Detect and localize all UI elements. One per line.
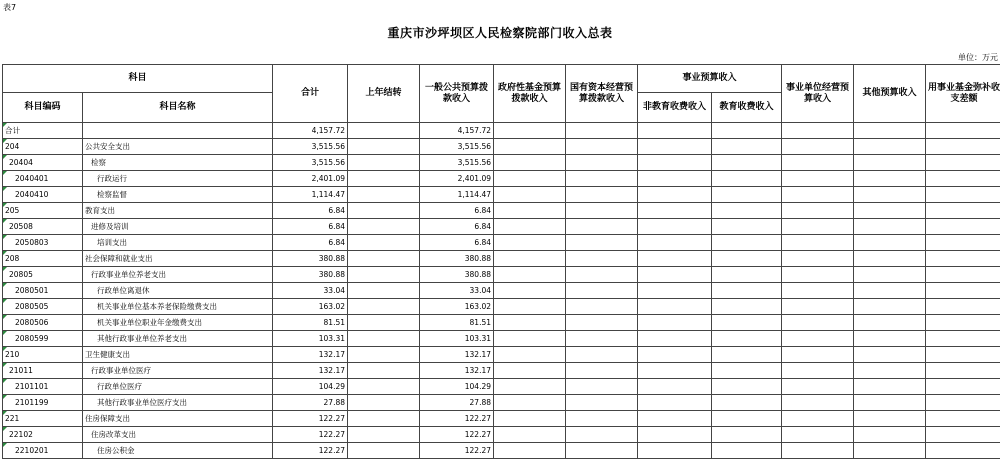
cell-general-budget: 1,114.47 bbox=[420, 187, 494, 203]
cell-other-budget bbox=[854, 171, 926, 187]
cell-non-edu-fee bbox=[638, 347, 712, 363]
cell-gov-fund bbox=[494, 427, 566, 443]
cell-name: 社会保障和就业支出 bbox=[83, 251, 273, 267]
cell-state-capital bbox=[566, 171, 638, 187]
cell-fund-offset bbox=[926, 235, 1000, 251]
cell-state-capital bbox=[566, 315, 638, 331]
cell-edu-fee bbox=[712, 395, 782, 411]
cell-business-unit bbox=[782, 411, 854, 427]
cell-edu-fee bbox=[712, 235, 782, 251]
cell-name bbox=[83, 123, 273, 139]
cell-edu-fee bbox=[712, 411, 782, 427]
header-business-budget: 事业预算收入 bbox=[638, 65, 782, 93]
cell-edu-fee bbox=[712, 299, 782, 315]
cell-edu-fee bbox=[712, 155, 782, 171]
cell-total: 81.51 bbox=[273, 315, 348, 331]
cell-business-unit bbox=[782, 315, 854, 331]
cell-code: 20805 bbox=[3, 267, 83, 283]
header-edu-fee: 教育收费收入 bbox=[712, 93, 782, 123]
cell-other-budget bbox=[854, 379, 926, 395]
cell-total: 6.84 bbox=[273, 219, 348, 235]
cell-non-edu-fee bbox=[638, 379, 712, 395]
cell-edu-fee bbox=[712, 443, 782, 459]
cell-non-edu-fee bbox=[638, 443, 712, 459]
cell-total: 122.27 bbox=[273, 427, 348, 443]
cell-non-edu-fee bbox=[638, 283, 712, 299]
cell-other-budget bbox=[854, 427, 926, 443]
cell-other-budget bbox=[854, 267, 926, 283]
cell-name: 培训支出 bbox=[83, 235, 273, 251]
cell-fund-offset bbox=[926, 363, 1000, 379]
cell-business-unit bbox=[782, 139, 854, 155]
cell-other-budget bbox=[854, 139, 926, 155]
cell-code: 204 bbox=[3, 139, 83, 155]
cell-name: 行政单位医疗 bbox=[83, 379, 273, 395]
cell-general-budget: 132.17 bbox=[420, 363, 494, 379]
table-row bbox=[3, 267, 1000, 283]
cell-business-unit bbox=[782, 331, 854, 347]
table-row bbox=[3, 427, 1000, 443]
cell-name: 其他行政事业单位医疗支出 bbox=[83, 395, 273, 411]
cell-code: 2101101 bbox=[3, 379, 83, 395]
cell-fund-offset bbox=[926, 347, 1000, 363]
cell-non-edu-fee bbox=[638, 395, 712, 411]
cell-carryover bbox=[348, 267, 420, 283]
table-row bbox=[3, 155, 1000, 171]
cell-total: 2,401.09 bbox=[273, 171, 348, 187]
cell-carryover bbox=[348, 203, 420, 219]
cell-total: 6.84 bbox=[273, 203, 348, 219]
cell-other-budget bbox=[854, 299, 926, 315]
cell-state-capital bbox=[566, 411, 638, 427]
cell-general-budget: 3,515.56 bbox=[420, 155, 494, 171]
cell-carryover bbox=[348, 299, 420, 315]
cell-total: 380.88 bbox=[273, 251, 348, 267]
cell-gov-fund bbox=[494, 171, 566, 187]
cell-fund-offset bbox=[926, 299, 1000, 315]
cell-general-budget: 6.84 bbox=[420, 203, 494, 219]
cell-name: 卫生健康支出 bbox=[83, 347, 273, 363]
cell-fund-offset bbox=[926, 267, 1000, 283]
cell-business-unit bbox=[782, 395, 854, 411]
unit-label: 单位：万元 bbox=[958, 52, 998, 63]
cell-code: 2080505 bbox=[3, 299, 83, 315]
cell-carryover bbox=[348, 379, 420, 395]
cell-general-budget: 380.88 bbox=[420, 267, 494, 283]
cell-business-unit bbox=[782, 235, 854, 251]
cell-non-edu-fee bbox=[638, 155, 712, 171]
header-other-budget: 其他预算收入 bbox=[854, 65, 926, 123]
cell-name: 其他行政事业单位养老支出 bbox=[83, 331, 273, 347]
cell-gov-fund bbox=[494, 395, 566, 411]
cell-fund-offset bbox=[926, 187, 1000, 203]
cell-name: 进修及培训 bbox=[83, 219, 273, 235]
cell-non-edu-fee bbox=[638, 267, 712, 283]
cell-name: 教育支出 bbox=[83, 203, 273, 219]
cell-business-unit bbox=[782, 363, 854, 379]
cell-code: 2050803 bbox=[3, 235, 83, 251]
cell-gov-fund bbox=[494, 123, 566, 139]
cell-total: 1,114.47 bbox=[273, 187, 348, 203]
cell-code: 208 bbox=[3, 251, 83, 267]
cell-business-unit bbox=[782, 203, 854, 219]
cell-total: 163.02 bbox=[273, 299, 348, 315]
cell-state-capital bbox=[566, 395, 638, 411]
cell-non-edu-fee bbox=[638, 139, 712, 155]
cell-state-capital bbox=[566, 251, 638, 267]
cell-name: 公共安全支出 bbox=[83, 139, 273, 155]
cell-code: 205 bbox=[3, 203, 83, 219]
cell-general-budget: 2,401.09 bbox=[420, 171, 494, 187]
cell-general-budget: 6.84 bbox=[420, 219, 494, 235]
cell-business-unit bbox=[782, 171, 854, 187]
cell-total: 33.04 bbox=[273, 283, 348, 299]
cell-edu-fee bbox=[712, 139, 782, 155]
table-row bbox=[3, 283, 1000, 299]
cell-carryover bbox=[348, 347, 420, 363]
cell-fund-offset bbox=[926, 155, 1000, 171]
cell-total: 6.84 bbox=[273, 235, 348, 251]
cell-fund-offset bbox=[926, 411, 1000, 427]
cell-code: 2210201 bbox=[3, 443, 83, 459]
cell-edu-fee bbox=[712, 251, 782, 267]
cell-state-capital bbox=[566, 331, 638, 347]
cell-carryover bbox=[348, 187, 420, 203]
cell-gov-fund bbox=[494, 267, 566, 283]
cell-edu-fee bbox=[712, 123, 782, 139]
cell-total: 122.27 bbox=[273, 443, 348, 459]
cell-business-unit bbox=[782, 283, 854, 299]
cell-total: 132.17 bbox=[273, 363, 348, 379]
cell-total: 122.27 bbox=[273, 411, 348, 427]
cell-non-edu-fee bbox=[638, 331, 712, 347]
header-business-unit: 事业单位经营预算收入 bbox=[782, 65, 854, 123]
table-row bbox=[3, 347, 1000, 363]
cell-state-capital bbox=[566, 203, 638, 219]
cell-code: 2080501 bbox=[3, 283, 83, 299]
cell-total: 4,157.72 bbox=[273, 123, 348, 139]
cell-general-budget: 122.27 bbox=[420, 443, 494, 459]
cell-general-budget: 103.31 bbox=[420, 331, 494, 347]
cell-carryover bbox=[348, 155, 420, 171]
cell-carryover bbox=[348, 331, 420, 347]
cell-state-capital bbox=[566, 155, 638, 171]
cell-gov-fund bbox=[494, 187, 566, 203]
cell-business-unit bbox=[782, 427, 854, 443]
table-row bbox=[3, 203, 1000, 219]
cell-edu-fee bbox=[712, 347, 782, 363]
cell-name: 住房保障支出 bbox=[83, 411, 273, 427]
cell-name: 住房改革支出 bbox=[83, 427, 273, 443]
cell-fund-offset bbox=[926, 379, 1000, 395]
cell-state-capital bbox=[566, 219, 638, 235]
cell-carryover bbox=[348, 171, 420, 187]
cell-gov-fund bbox=[494, 139, 566, 155]
cell-edu-fee bbox=[712, 331, 782, 347]
header-subject: 科目 bbox=[3, 65, 273, 93]
cell-code: 221 bbox=[3, 411, 83, 427]
cell-gov-fund bbox=[494, 315, 566, 331]
cell-edu-fee bbox=[712, 219, 782, 235]
cell-total: 3,515.56 bbox=[273, 139, 348, 155]
table-row bbox=[3, 395, 1000, 411]
table-row bbox=[3, 379, 1000, 395]
table-row bbox=[3, 187, 1000, 203]
cell-business-unit bbox=[782, 347, 854, 363]
cell-business-unit bbox=[782, 299, 854, 315]
cell-general-budget: 380.88 bbox=[420, 251, 494, 267]
cell-total: 27.88 bbox=[273, 395, 348, 411]
cell-state-capital bbox=[566, 363, 638, 379]
cell-fund-offset bbox=[926, 139, 1000, 155]
table-row bbox=[3, 171, 1000, 187]
cell-edu-fee bbox=[712, 267, 782, 283]
cell-carryover bbox=[348, 363, 420, 379]
cell-name: 检察 bbox=[83, 155, 273, 171]
cell-state-capital bbox=[566, 443, 638, 459]
cell-non-edu-fee bbox=[638, 171, 712, 187]
cell-other-budget bbox=[854, 283, 926, 299]
cell-carryover bbox=[348, 411, 420, 427]
page-title: 重庆市沙坪坝区人民检察院部门收入总表 bbox=[0, 24, 1000, 41]
table-row bbox=[3, 443, 1000, 459]
table-row bbox=[3, 251, 1000, 267]
cell-general-budget: 33.04 bbox=[420, 283, 494, 299]
cell-gov-fund bbox=[494, 379, 566, 395]
table-row bbox=[3, 123, 1000, 139]
cell-gov-fund bbox=[494, 443, 566, 459]
cell-gov-fund bbox=[494, 203, 566, 219]
cell-edu-fee bbox=[712, 315, 782, 331]
income-table bbox=[2, 64, 1000, 459]
cell-edu-fee bbox=[712, 363, 782, 379]
cell-general-budget: 104.29 bbox=[420, 379, 494, 395]
header-fund-offset: 用事业基金弥补收支差额 bbox=[926, 65, 1000, 123]
cell-non-edu-fee bbox=[638, 203, 712, 219]
cell-other-budget bbox=[854, 315, 926, 331]
cell-business-unit bbox=[782, 123, 854, 139]
header-total: 合计 bbox=[273, 65, 348, 123]
cell-name: 机关事业单位职业年金缴费支出 bbox=[83, 315, 273, 331]
cell-business-unit bbox=[782, 155, 854, 171]
cell-code: 2040410 bbox=[3, 187, 83, 203]
cell-state-capital bbox=[566, 139, 638, 155]
cell-total: 132.17 bbox=[273, 347, 348, 363]
cell-other-budget bbox=[854, 123, 926, 139]
cell-code: 21011 bbox=[3, 363, 83, 379]
cell-gov-fund bbox=[494, 331, 566, 347]
cell-other-budget bbox=[854, 395, 926, 411]
cell-edu-fee bbox=[712, 283, 782, 299]
cell-non-edu-fee bbox=[638, 235, 712, 251]
table-row bbox=[3, 411, 1000, 427]
cell-code: 2080506 bbox=[3, 315, 83, 331]
cell-general-budget: 132.17 bbox=[420, 347, 494, 363]
cell-state-capital bbox=[566, 123, 638, 139]
cell-carryover bbox=[348, 251, 420, 267]
cell-non-edu-fee bbox=[638, 187, 712, 203]
cell-state-capital bbox=[566, 347, 638, 363]
cell-other-budget bbox=[854, 235, 926, 251]
cell-other-budget bbox=[854, 331, 926, 347]
header-subject-name: 科目名称 bbox=[83, 93, 273, 123]
cell-other-budget bbox=[854, 363, 926, 379]
cell-non-edu-fee bbox=[638, 411, 712, 427]
cell-state-capital bbox=[566, 187, 638, 203]
cell-non-edu-fee bbox=[638, 123, 712, 139]
cell-carryover bbox=[348, 443, 420, 459]
cell-carryover bbox=[348, 283, 420, 299]
header-state-capital: 国有资本经营预算拨款收入 bbox=[566, 65, 638, 123]
cell-non-edu-fee bbox=[638, 251, 712, 267]
cell-edu-fee bbox=[712, 171, 782, 187]
cell-carryover bbox=[348, 427, 420, 443]
cell-fund-offset bbox=[926, 315, 1000, 331]
cell-total: 380.88 bbox=[273, 267, 348, 283]
cell-gov-fund bbox=[494, 235, 566, 251]
cell-carryover bbox=[348, 219, 420, 235]
cell-code: 合计 bbox=[3, 123, 83, 139]
cell-name: 行政事业单位养老支出 bbox=[83, 267, 273, 283]
cell-code: 2080599 bbox=[3, 331, 83, 347]
table-row bbox=[3, 139, 1000, 155]
cell-code: 20508 bbox=[3, 219, 83, 235]
table-row bbox=[3, 315, 1000, 331]
cell-other-budget bbox=[854, 443, 926, 459]
header-subject-code: 科目编码 bbox=[3, 93, 83, 123]
cell-carryover bbox=[348, 123, 420, 139]
table-tag: 表7 bbox=[3, 2, 16, 13]
cell-edu-fee bbox=[712, 427, 782, 443]
cell-general-budget: 4,157.72 bbox=[420, 123, 494, 139]
cell-non-edu-fee bbox=[638, 427, 712, 443]
cell-fund-offset bbox=[926, 203, 1000, 219]
cell-gov-fund bbox=[494, 299, 566, 315]
cell-name: 行政运行 bbox=[83, 171, 273, 187]
cell-general-budget: 122.27 bbox=[420, 411, 494, 427]
cell-state-capital bbox=[566, 283, 638, 299]
cell-other-budget bbox=[854, 347, 926, 363]
cell-state-capital bbox=[566, 379, 638, 395]
cell-non-edu-fee bbox=[638, 363, 712, 379]
cell-business-unit bbox=[782, 379, 854, 395]
cell-fund-offset bbox=[926, 443, 1000, 459]
cell-fund-offset bbox=[926, 171, 1000, 187]
cell-non-edu-fee bbox=[638, 219, 712, 235]
cell-general-budget: 27.88 bbox=[420, 395, 494, 411]
cell-total: 3,515.56 bbox=[273, 155, 348, 171]
cell-code: 210 bbox=[3, 347, 83, 363]
cell-general-budget: 163.02 bbox=[420, 299, 494, 315]
cell-gov-fund bbox=[494, 283, 566, 299]
cell-non-edu-fee bbox=[638, 299, 712, 315]
cell-code: 2040401 bbox=[3, 171, 83, 187]
cell-general-budget: 81.51 bbox=[420, 315, 494, 331]
cell-business-unit bbox=[782, 187, 854, 203]
cell-other-budget bbox=[854, 187, 926, 203]
cell-gov-fund bbox=[494, 411, 566, 427]
table-row bbox=[3, 331, 1000, 347]
table-row bbox=[3, 235, 1000, 251]
cell-edu-fee bbox=[712, 203, 782, 219]
cell-total: 104.29 bbox=[273, 379, 348, 395]
cell-state-capital bbox=[566, 427, 638, 443]
cell-carryover bbox=[348, 235, 420, 251]
cell-gov-fund bbox=[494, 363, 566, 379]
cell-name: 机关事业单位基本养老保险缴费支出 bbox=[83, 299, 273, 315]
cell-carryover bbox=[348, 395, 420, 411]
cell-other-budget bbox=[854, 155, 926, 171]
cell-name: 行政事业单位医疗 bbox=[83, 363, 273, 379]
cell-fund-offset bbox=[926, 283, 1000, 299]
cell-fund-offset bbox=[926, 251, 1000, 267]
cell-gov-fund bbox=[494, 251, 566, 267]
cell-gov-fund bbox=[494, 155, 566, 171]
cell-fund-offset bbox=[926, 219, 1000, 235]
cell-business-unit bbox=[782, 251, 854, 267]
cell-name: 住房公积金 bbox=[83, 443, 273, 459]
cell-name: 行政单位离退休 bbox=[83, 283, 273, 299]
header-gov-fund: 政府性基金预算拨款收入 bbox=[494, 65, 566, 123]
cell-fund-offset bbox=[926, 331, 1000, 347]
cell-gov-fund bbox=[494, 347, 566, 363]
cell-other-budget bbox=[854, 219, 926, 235]
cell-fund-offset bbox=[926, 427, 1000, 443]
table-row bbox=[3, 299, 1000, 315]
cell-business-unit bbox=[782, 443, 854, 459]
cell-code: 2101199 bbox=[3, 395, 83, 411]
cell-edu-fee bbox=[712, 379, 782, 395]
cell-carryover bbox=[348, 139, 420, 155]
table-row bbox=[3, 219, 1000, 235]
cell-general-budget: 6.84 bbox=[420, 235, 494, 251]
cell-business-unit bbox=[782, 219, 854, 235]
cell-code: 22102 bbox=[3, 427, 83, 443]
cell-code: 20404 bbox=[3, 155, 83, 171]
cell-carryover bbox=[348, 315, 420, 331]
cell-total: 103.31 bbox=[273, 331, 348, 347]
cell-fund-offset bbox=[926, 123, 1000, 139]
cell-state-capital bbox=[566, 267, 638, 283]
cell-other-budget bbox=[854, 203, 926, 219]
cell-business-unit bbox=[782, 267, 854, 283]
header-general-budget: 一般公共预算拨款收入 bbox=[420, 65, 494, 123]
cell-edu-fee bbox=[712, 187, 782, 203]
cell-state-capital bbox=[566, 299, 638, 315]
cell-other-budget bbox=[854, 251, 926, 267]
header-non-edu-fee: 非教育收费收入 bbox=[638, 93, 712, 123]
header-carryover: 上年结转 bbox=[348, 65, 420, 123]
cell-name: 检察监督 bbox=[83, 187, 273, 203]
cell-other-budget bbox=[854, 411, 926, 427]
cell-general-budget: 122.27 bbox=[420, 427, 494, 443]
cell-non-edu-fee bbox=[638, 315, 712, 331]
cell-general-budget: 3,515.56 bbox=[420, 139, 494, 155]
table-row bbox=[3, 363, 1000, 379]
cell-fund-offset bbox=[926, 395, 1000, 411]
cell-state-capital bbox=[566, 235, 638, 251]
cell-gov-fund bbox=[494, 219, 566, 235]
